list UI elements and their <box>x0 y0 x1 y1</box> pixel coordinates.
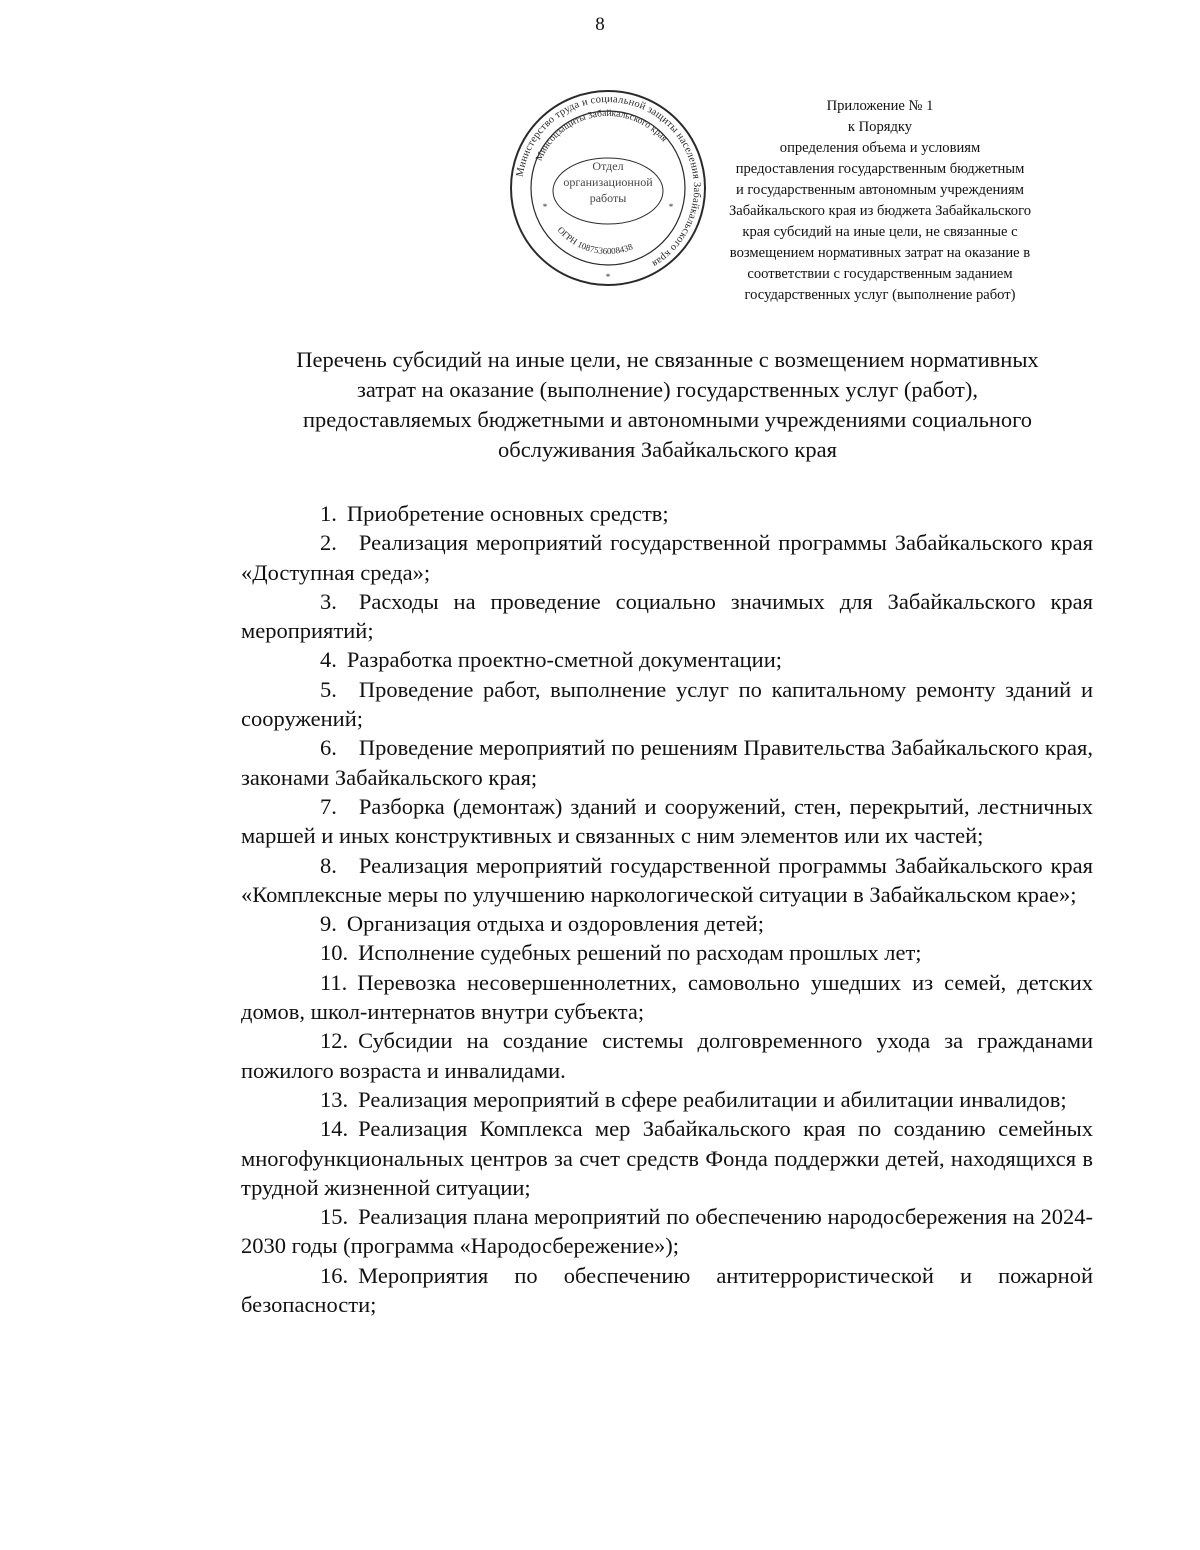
list-item <box>241 938 1093 967</box>
item-number: 1. <box>320 501 337 526</box>
list-item <box>241 645 1093 674</box>
list-item <box>241 909 1093 938</box>
item-text: Проведение работ, выполнение услуг по капитальному ремонту зданий и сооружений; <box>241 676 1093 732</box>
title-line: предоставляемых бюджетными и автономными учреждениями социального <box>302 407 1033 432</box>
list-item <box>241 675 1093 734</box>
item-text: Реализация мероприятий государственной программы Забайкальского края «Комплексные меры по улучшению наркологической ситуации в Забайкальском крае»; <box>241 852 1093 907</box>
title-line: обслуживания Забайкальского края <box>498 437 837 462</box>
title-line: Перечень субсидий на иные цели, не связанные с возмещением нормативных <box>296 347 1039 372</box>
item-text: Проведение мероприятий по решениям Правительства Забайкальского края, законами Забайкальского края; <box>241 735 1093 790</box>
appendix-line: Забайкальского края из бюджета Забайкальского <box>728 203 1032 219</box>
item-text: Перевозка несовершеннолетних, самовольно ушедших из семей, детских домов, школ-интернатов внутри субъекта; <box>241 969 1093 1025</box>
item-number: 2. <box>320 530 337 556</box>
stamp-star-icon: * <box>542 202 548 212</box>
item-number: 12. <box>320 1028 349 1054</box>
appendix-line: возмещением нормативных затрат на оказание в <box>729 245 1031 261</box>
item-number: 14. <box>320 1116 349 1142</box>
item-number: 13. <box>320 1086 349 1112</box>
item-number: 8. <box>320 852 337 878</box>
list-item <box>241 1085 1093 1114</box>
stamp-center-line-3: работы <box>589 191 627 205</box>
appendix-line: к Порядку <box>847 119 913 135</box>
item-number: 15. <box>320 1204 349 1230</box>
list-item <box>241 1026 1093 1085</box>
item-text: Мероприятия по обеспечению антитеррористической и пожарной безопасности; <box>241 1262 1093 1318</box>
appendix-line: Приложение № 1 <box>826 98 934 114</box>
item-text: Субсидии на создание системы долговременного ухода за гражданами пожилого возраста и инвалидами. <box>241 1028 1093 1083</box>
stamp-ogrn: ОГРН 1087536008438 <box>555 224 635 257</box>
appendix-line: государственных услуг (выполнение работ) <box>744 287 1016 303</box>
item-number: 6. <box>320 735 337 761</box>
item-text: Расходы на проведение социально значимых для Забайкальского края мероприятий; <box>241 588 1093 644</box>
stamp-star-icon: * <box>605 272 611 282</box>
stamp-ring-text: Министерство труда и социальной защиты населения Забайкальского края <box>514 93 703 270</box>
item-number: 4. <box>320 647 337 673</box>
item-text: Реализация плана мероприятий по обеспечению народосбережения на 2024-2030 годы (программа «Народосбережение»); <box>241 1204 1093 1259</box>
appendix-line: предоставления государственным бюджетным <box>735 161 1025 177</box>
list-item <box>241 1261 1093 1320</box>
item-text: Разработка проектно-сметной документации; <box>346 647 782 673</box>
subsidy-list <box>241 499 1093 1319</box>
appendix-line: соответствии с государственным заданием <box>747 266 1013 282</box>
item-number: 9. <box>320 911 337 937</box>
item-number: 5. <box>320 676 337 702</box>
item-text: Приобретение основных средств; <box>346 501 669 526</box>
appendix-line: и государственным автономным учреждениям <box>735 182 1025 198</box>
item-number: 11. <box>320 969 348 995</box>
list-item <box>241 851 1093 910</box>
item-number: 16. <box>320 1262 349 1288</box>
list-item <box>241 968 1093 1027</box>
stamp-center-line-1: Отдел <box>592 159 624 173</box>
list-item <box>241 587 1093 646</box>
item-number: 10. <box>320 940 349 966</box>
item-text: Реализация мероприятий государственной программы Забайкальского края «Доступная среда»; <box>241 530 1093 585</box>
item-text: Исполнение судебных решений по расходам прошлых лет; <box>358 940 922 966</box>
list-item <box>241 733 1093 792</box>
stamp-inner-ring-text: Минсоцзащиты Забайкальского края <box>534 108 669 163</box>
page-number: 8 <box>595 14 605 35</box>
document-title <box>200 345 1135 465</box>
appendix-line: определения объема и условиям <box>779 140 981 156</box>
appendix-header <box>680 96 1080 306</box>
list-item <box>241 792 1093 851</box>
appendix-line: края субсидий на иные цели, не связанные с <box>742 224 1018 240</box>
official-stamp <box>508 88 708 288</box>
item-text: Реализация мероприятий в сфере реабилитации и абилитации инвалидов; <box>358 1086 1067 1112</box>
item-number: 3. <box>320 588 337 614</box>
list-item <box>241 528 1093 587</box>
list-item <box>241 499 1093 528</box>
item-text: Разборка (демонтаж) зданий и сооружений, стен, перекрытий, лестничных маршей и иных конструктивных и связанных с ним элементов или их частей; <box>241 793 1093 849</box>
stamp-star-icon: * <box>668 202 674 212</box>
item-text: Реализация Комплекса мер Забайкальского края по созданию семейных многофункциональных центров за счет средств Фонда поддержки детей, находящихся в трудной жизненной ситуации; <box>241 1116 1093 1200</box>
list-item <box>241 1202 1093 1261</box>
item-number: 7. <box>320 793 337 819</box>
title-line: затрат на оказание (выполнение) государственных услуг (работ), <box>357 377 978 402</box>
item-text: Организация отдыха и оздоровления детей; <box>346 911 764 937</box>
list-item <box>241 1114 1093 1202</box>
stamp-center-line-2: организационной <box>563 175 653 189</box>
